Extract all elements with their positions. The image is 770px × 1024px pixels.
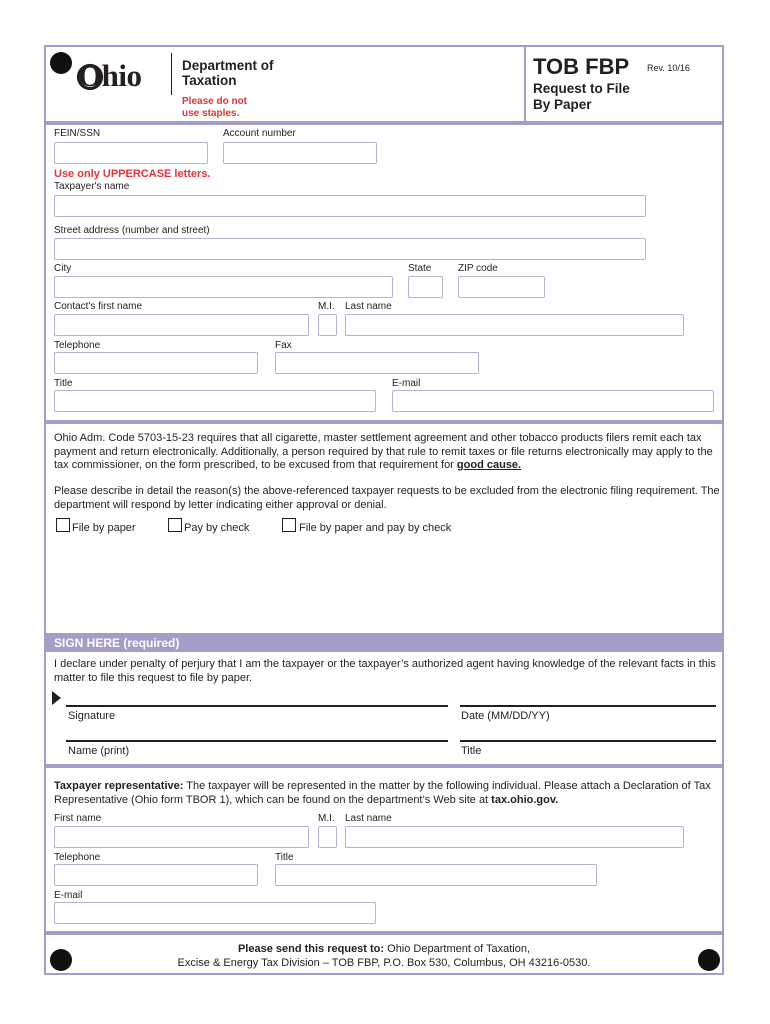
taxpayer-name-field[interactable] <box>54 195 646 217</box>
city-label: City <box>54 263 72 274</box>
telephone-field[interactable] <box>54 352 258 374</box>
reason-text-area[interactable] <box>52 541 716 631</box>
date-line[interactable] <box>460 705 716 707</box>
website-text: tax.ohio.gov. <box>491 793 559 806</box>
city-field[interactable] <box>54 276 393 298</box>
ohio-logo-text: Ohio <box>78 58 142 93</box>
pay-by-check-checkbox[interactable] <box>168 518 182 532</box>
arrow-marker-icon <box>52 691 62 705</box>
state-label: State <box>408 263 432 274</box>
title-field[interactable] <box>54 390 376 412</box>
email-field[interactable] <box>392 390 714 412</box>
mi-field[interactable] <box>318 314 337 336</box>
email-label: E-mail <box>392 378 421 389</box>
logo-divider <box>171 53 172 95</box>
fein-label: FEIN/SSN <box>54 128 101 139</box>
rep-mi-field[interactable] <box>318 826 337 848</box>
street-address-label: Street address (number and street) <box>54 225 210 236</box>
rep-email-field[interactable] <box>54 902 376 924</box>
header-divider <box>46 121 722 125</box>
rep-last-name-label: Last name <box>345 813 392 824</box>
pay-by-check-label: Pay by check <box>184 522 250 534</box>
last-name-field[interactable] <box>345 314 684 336</box>
rep-first-name-label: First name <box>54 813 102 824</box>
rep-email-label: E-mail <box>54 890 83 901</box>
staples-notice: Please do not use staples. <box>182 96 248 119</box>
fax-label: Fax <box>275 340 292 351</box>
title-label: Title <box>54 378 73 389</box>
rep-mi-label: M.I. <box>318 813 335 824</box>
mi-label: M.I. <box>318 301 335 312</box>
ohio-logo <box>76 55 162 95</box>
file-and-pay-checkbox[interactable] <box>282 518 296 532</box>
zip-code-field[interactable] <box>458 276 545 298</box>
footer-divider <box>46 931 722 935</box>
mailing-instructions: Please send this request to: Ohio Department of Taxation, Excise & Energy Tax Division – TOB FBP, P.O. Box 530, Columbus, OH 43216-0530. <box>177 943 591 969</box>
rep-title-label: Title <box>275 852 294 863</box>
rep-last-name-field[interactable] <box>345 826 684 848</box>
name-print-label: Name (print) <box>68 745 130 757</box>
department-name: Department of Taxation <box>182 58 274 88</box>
signer-title-label: Title <box>461 745 482 757</box>
zip-code-label: ZIP code <box>458 263 498 274</box>
file-by-paper-checkbox[interactable] <box>56 518 70 532</box>
signer-title-line[interactable] <box>460 740 716 742</box>
rule-paragraph: Ohio Adm. Code 5703-15-23 requires that all cigarette, master settlement agreement and other tobacco products filers remit each tax payment and return electronically. Additionally, a person required by that rule to remit taxes or file returns electronically may apply to the tax commissioner, on the form prescribed, to be excused from that requirement for good cause. <box>54 432 713 471</box>
taxpayer-divider <box>46 420 722 424</box>
good-cause-text: good cause. <box>456 459 522 471</box>
telephone-label: Telephone <box>54 340 101 351</box>
sign-here-title: SIGN HERE (required) <box>54 636 180 650</box>
form-code: TOB FBP <box>533 54 630 79</box>
file-by-paper-label: File by paper <box>72 522 136 534</box>
account-number-label: Account number <box>223 128 296 139</box>
taxpayer-name-label: Taxpayer's name <box>54 181 130 192</box>
last-name-label: Last name <box>345 301 392 312</box>
signature-line[interactable] <box>66 705 448 707</box>
declaration-text: I declare under penalty of perjury that I am the taxpayer or the taxpayer’s authorized agent having knowledge of the relevant facts in this matter to file this request to file by paper. <box>54 658 716 684</box>
form-title: Request to File By Paper <box>533 81 630 112</box>
uppercase-notice: Use only UPPERCASE letters. <box>54 168 211 180</box>
file-and-pay-label: File by paper and pay by check <box>299 522 452 534</box>
rep-telephone-label: Telephone <box>54 852 101 863</box>
form-revision: Rev. 10/16 <box>647 63 690 73</box>
contact-first-name-field[interactable] <box>54 314 309 336</box>
form-page <box>44 45 724 975</box>
signature-divider <box>46 764 722 768</box>
state-field[interactable] <box>408 276 443 298</box>
describe-paragraph: Please describe in detail the reason(s) the above-referenced taxpayer requests to be excluded from the electronic filing requirement. The department will respond by letter indicating either approval or denial. <box>54 485 720 511</box>
fein-field[interactable] <box>54 142 208 164</box>
contact-first-name-label: Contact's first name <box>54 301 143 312</box>
representative-intro: Taxpayer representative: The taxpayer will be represented in the matter by the following individual. Please attach a Declaration of Tax Representative (Ohio form TBOR 1), which can be found on the department’s Web site at tax.ohio.gov. <box>54 780 711 806</box>
fax-field[interactable] <box>275 352 479 374</box>
rep-title-field[interactable] <box>275 864 597 886</box>
name-print-line[interactable] <box>66 740 448 742</box>
street-address-field[interactable] <box>54 238 646 260</box>
date-label: Date (MM/DD/YY) <box>461 710 550 722</box>
account-number-field[interactable] <box>223 142 377 164</box>
rep-first-name-field[interactable] <box>54 826 309 848</box>
sign-here-bar <box>46 633 722 652</box>
signature-label: Signature <box>68 710 116 722</box>
rep-telephone-field[interactable] <box>54 864 258 886</box>
